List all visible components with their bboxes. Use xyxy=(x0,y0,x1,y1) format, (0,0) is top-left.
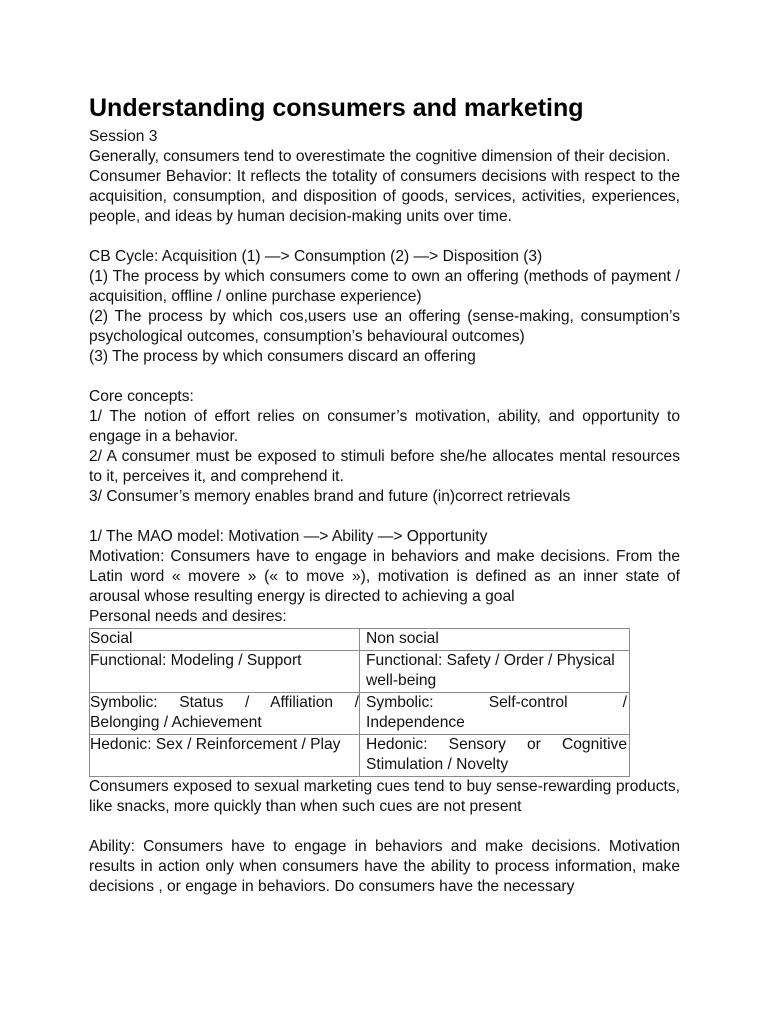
needs-label: Personal needs and desires: xyxy=(89,608,287,625)
core-concept-item: 3/ Consumer’s memory enables brand and future (in)correct retrievals xyxy=(89,488,571,505)
table-row xyxy=(90,693,630,735)
personal-needs-table xyxy=(89,628,630,777)
table-cell-text: Hedonic: Sex / Reinforcement / Play xyxy=(90,736,341,753)
table-row xyxy=(90,651,630,693)
core-concepts-heading: Core concepts: xyxy=(89,388,194,405)
cb-cycle-step: (1) The process by which consumers come to own an offering (methods of payment / acquisition, offline / online purchase experience) xyxy=(89,268,680,305)
cb-cycle-step: (2) The process by which cos,users use an offering (sense-making, consumption’s psychological outcomes, consumption’s behavioural outcomes) xyxy=(89,308,680,345)
cb-cycle-step: (3) The process by which consumers discard an offering xyxy=(89,348,476,365)
table-cell xyxy=(90,693,360,735)
table-cell-text: Hedonic: Sensory or Cognitive Stimulation / Novelty xyxy=(366,736,627,773)
core-concept-item: 2/ A consumer must be exposed to stimuli before she/he allocates mental resources to it, perceives it, and comprehend it. xyxy=(89,448,680,485)
cb-cycle-heading: CB Cycle: Acquisition (1) —> Consumption (2) —> Disposition (3) xyxy=(89,248,543,265)
spacer xyxy=(89,367,680,387)
table-header-text: Social xyxy=(90,630,133,647)
table-header-row xyxy=(90,629,630,651)
ability-paragraph: Ability: Consumers have to engage in behaviors and make decisions. Motivation results in action only when consumers have the ability to process information, make decisions , or engage in behaviors. Do consumers have the necessary xyxy=(89,838,680,895)
document-title: Understanding consumers and marketing xyxy=(89,94,584,122)
table-cell-text: Symbolic: Status / Affiliation / Belonging / Achievement xyxy=(90,694,359,731)
table-cell xyxy=(90,651,360,693)
motivation-paragraph: Motivation: Consumers have to engage in behaviors and make decisions. From the Latin word « movere » (« to move »), motivation is defined as an inner state of arousal whose resulting energy is directed to achieving a goal xyxy=(89,548,680,605)
table-cell xyxy=(360,693,630,735)
spacer xyxy=(89,227,680,247)
sexual-cues-paragraph: Consumers exposed to sexual marketing cues tend to buy sense-rewarding products, like snacks, more quickly than when such cues are not present xyxy=(89,778,680,815)
table-cell-text: Functional: Modeling / Support xyxy=(90,652,302,669)
table-cell-text: Functional: Safety / Order / Physical well-being xyxy=(366,652,615,689)
table-cell xyxy=(360,651,630,693)
intro-paragraph: Generally, consumers tend to overestimate the cognitive dimension of their decision. xyxy=(89,148,671,165)
table-cell-text: Symbolic: Self-control / Independence xyxy=(366,694,627,731)
table-header-cell xyxy=(360,629,630,651)
table-cell xyxy=(360,735,630,777)
consumer-behavior-definition: Consumer Behavior: It reflects the totality of consumers decisions with respect to the acquisition, consumption, and disposition of goods, services, activities, experiences, people, and ideas by human decision-making units over time. xyxy=(89,168,680,225)
spacer xyxy=(89,817,680,837)
mao-heading: 1/ The MAO model: Motivation —> Ability —> Opportunity xyxy=(89,528,488,545)
core-concept-item: 1/ The notion of effort relies on consumer’s motivation, ability, and opportunity to engage in a behavior. xyxy=(89,408,680,445)
table-header-cell xyxy=(90,629,360,651)
table-cell xyxy=(90,735,360,777)
spacer xyxy=(89,507,680,527)
table-row xyxy=(90,735,630,777)
table-header-text: Non social xyxy=(366,630,439,647)
session-label: Session 3 xyxy=(89,128,158,145)
document-body xyxy=(89,93,680,897)
